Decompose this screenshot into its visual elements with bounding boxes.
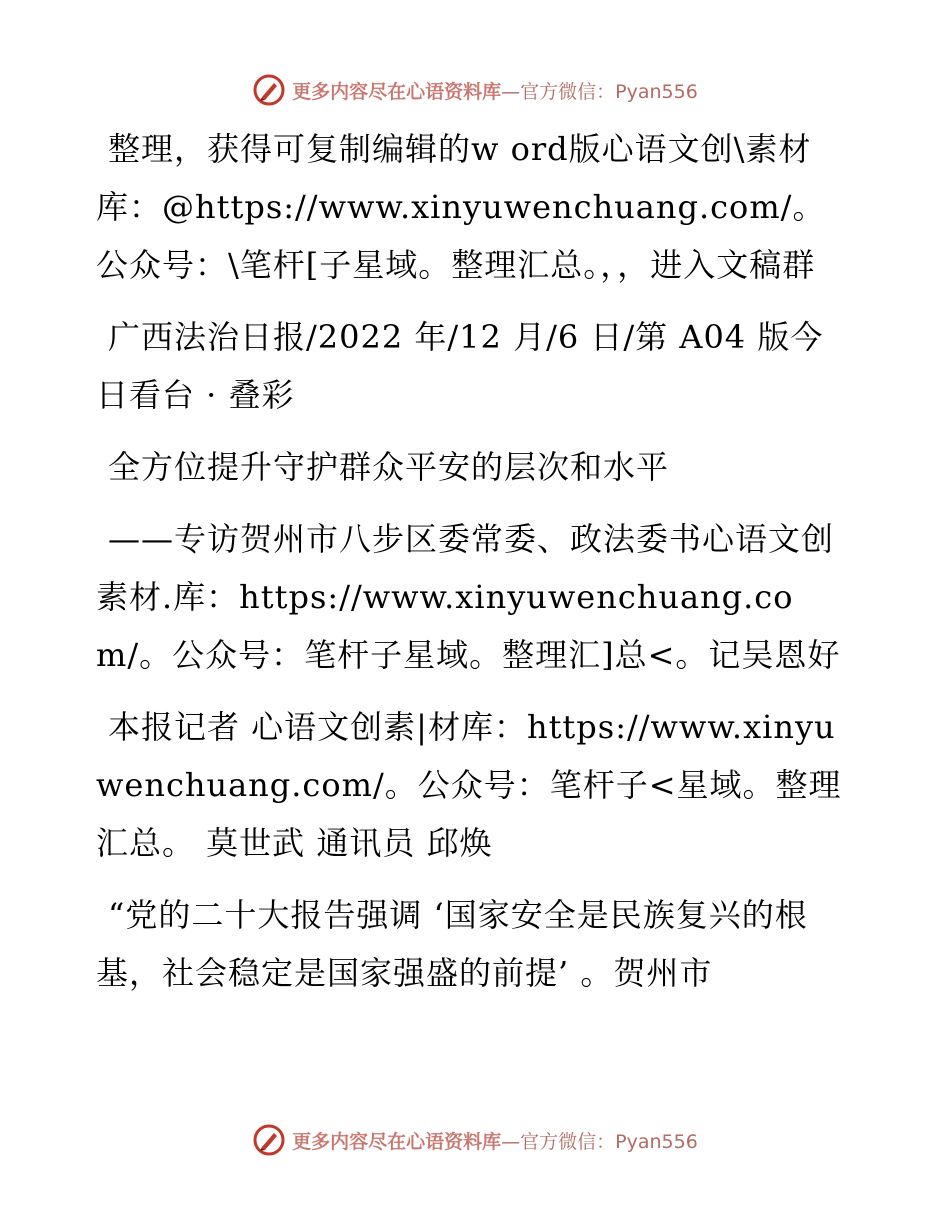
paragraph-publication-info: 广西法治日报/2022 年/12 月/6 日/第 A04 版今日看台 · 叠彩 bbox=[96, 318, 824, 414]
banner-sub-text: —官方微信：Pyan556 bbox=[501, 80, 698, 103]
paragraph-source-note: 整理，获得可复制编辑的w ord版心语文创\素材库：@https://www.xinyuwenchuang.com/。公众号：\笔杆[子星域。整理汇总。，，进入文稿群 bbox=[96, 130, 826, 284]
article-subtitle: ——专访贺州市八步区委常委、政法委书心语文创素材.库：https://www.xinyuwenchuang.com/。公众号：笔杆子星域。整理汇]总<。记吴恩好 bbox=[96, 520, 841, 674]
banner-sub-text: —官方微信：Pyan556 bbox=[501, 1130, 698, 1153]
article-title: 全方位提升守护群众平安的层次和水平 bbox=[108, 448, 670, 486]
banner-main-text: 更多内容尽在心语资料库 bbox=[292, 1130, 502, 1153]
footer-watermark-banner bbox=[0, 1120, 950, 1160]
document-body bbox=[96, 120, 856, 1016]
banner-main-text: 更多内容尽在心语资料库 bbox=[292, 80, 502, 103]
header-watermark-banner bbox=[0, 70, 950, 110]
pen-logo-icon bbox=[252, 1123, 286, 1157]
pen-logo-icon bbox=[252, 73, 286, 107]
paragraph-body: “党的二十大报告强调 ‘国家安全是民族复兴的根基，社会稳定是国家强盛的前提’ 。贺州市 bbox=[96, 896, 808, 992]
banner-text bbox=[292, 1127, 698, 1154]
byline: 本报记者 心语文创素|材库：https://www.xinyuwenchuang.com/。公众号：笔杆子<星域。整理汇总。 莫世武 通讯员 邱焕 bbox=[96, 708, 842, 862]
banner-text bbox=[292, 77, 698, 104]
